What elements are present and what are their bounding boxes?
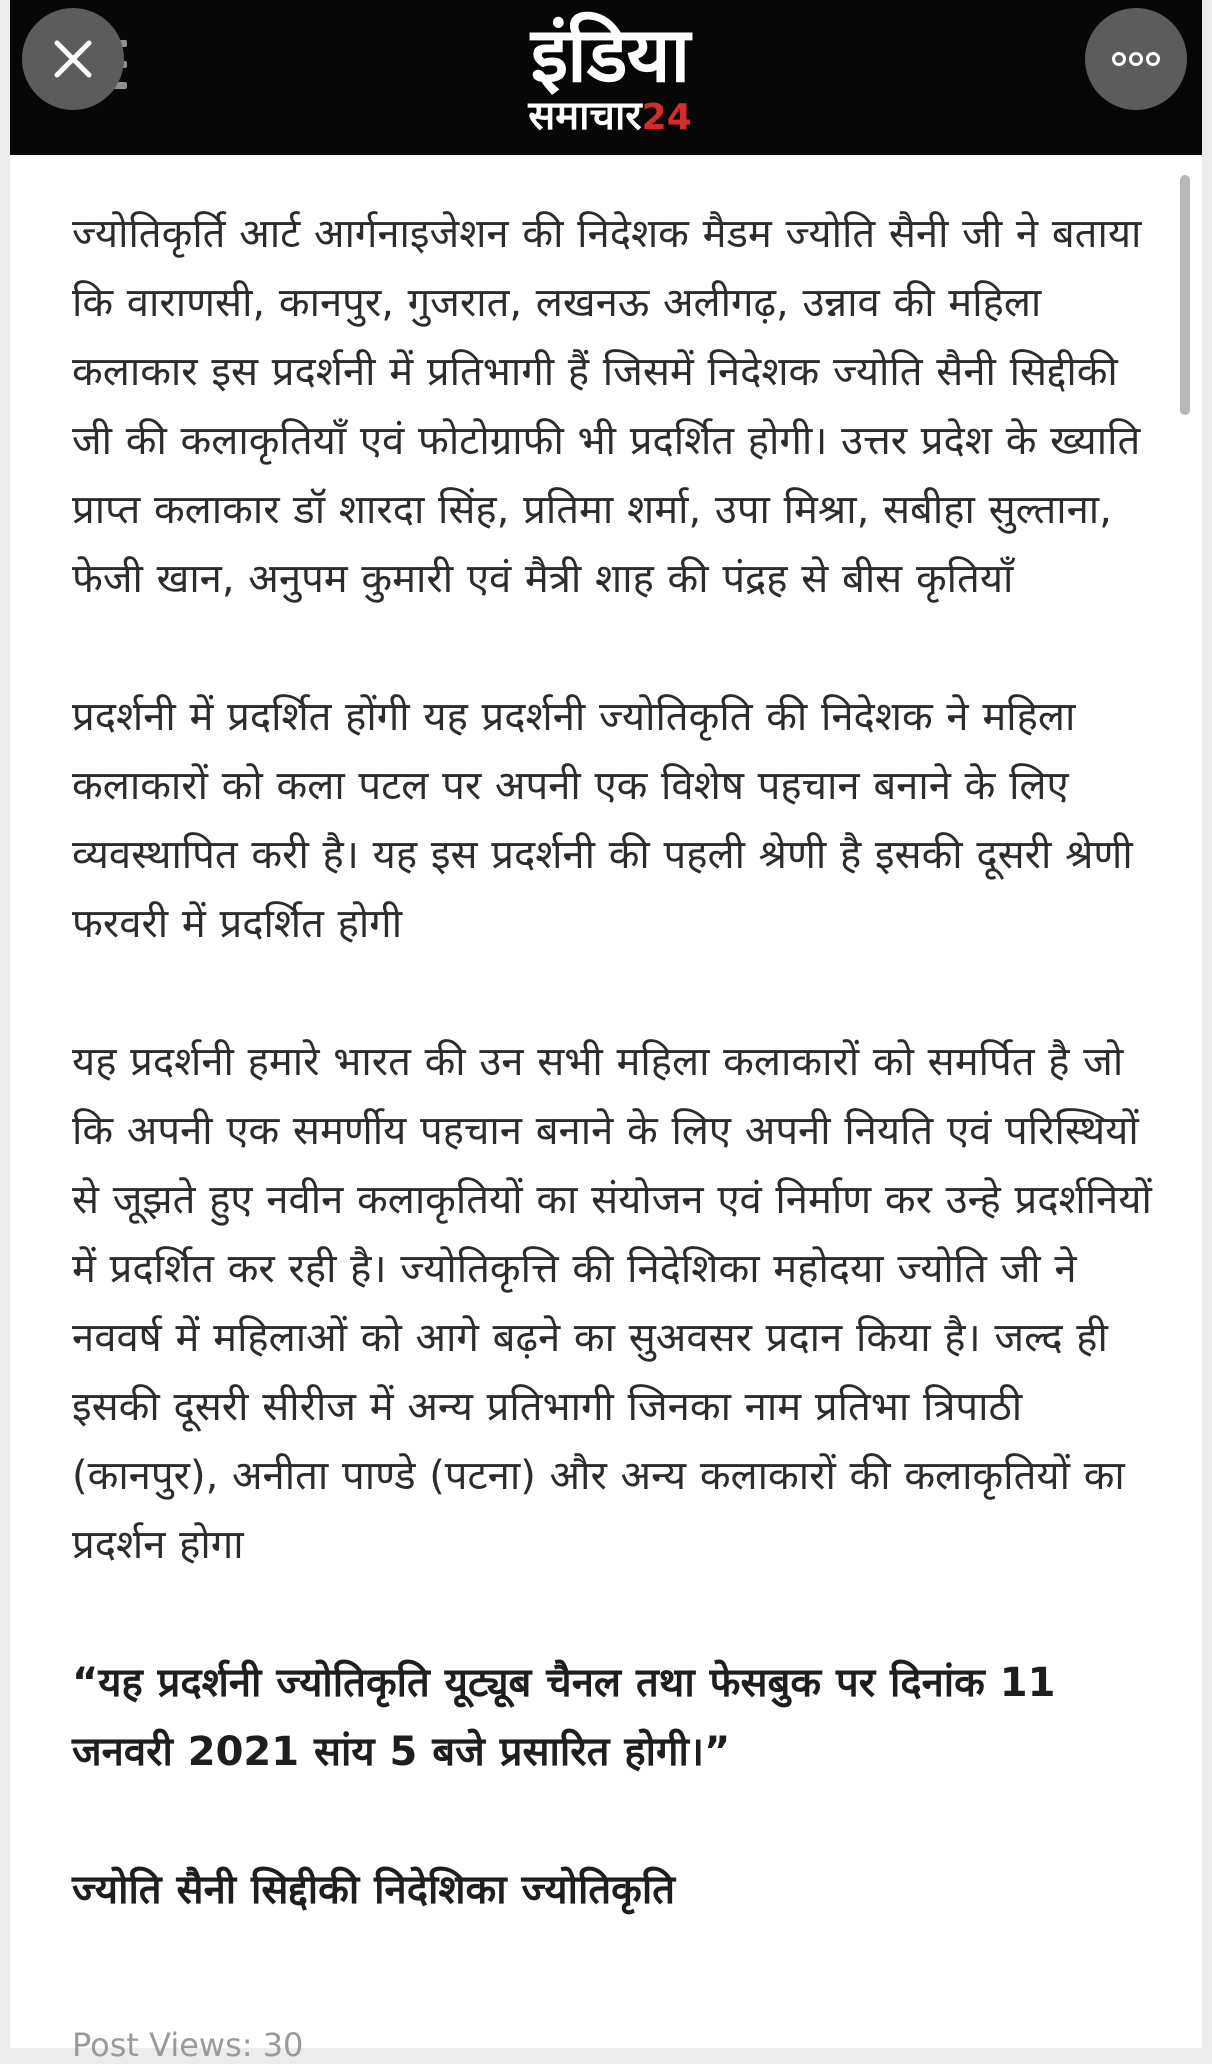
- article-paragraph-2: प्रदर्शनी में प्रदर्शित होंगी यह प्रदर्शनी ज्योतिकृति की निदेशक ने महिला कलाकारों को कला पटल पर अपनी एक विशेष पहचान बनाने के लिए व्यवस्थापित करी है। यह इस प्रदर्शनी की पहली श्रेणी है इसकी दूसरी श्रेणी फरवरी में प्रदर्शित होगी: [72, 694, 1133, 947]
- article-quote: “यह प्रदर्शनी ज्योतिकृति यूट्यूब चैनल तथा फेसबुक पर दिनांक 11 जनवरी 2021 सांय 5 बजे प्रसारित होगी।”: [72, 1660, 1056, 1775]
- logo-main-text: इंडिया: [530, 10, 690, 99]
- post-views: Post Views: 30: [72, 2026, 304, 2064]
- site-logo[interactable]: [430, 12, 790, 152]
- logo-sub-text: [430, 94, 790, 140]
- scrollbar[interactable]: [1180, 175, 1190, 415]
- article-paragraph-1: ज्योतिकृर्ति आर्ट आर्गनाइजेशन की निदेशक मैडम ज्योति सैनी जी ने बताया कि वाराणसी, कानपुर, गुजरात, लखनऊ अलीगढ़, उन्नाव की महिला कलाकार इस प्रदर्शनी में प्रतिभागी हैं जिसमें निदेशक ज्योति सैनी सिद्दीकी जी की कलाकृतियाँ एवं फोटोग्राफी भी प्रदर्शित होगी। उत्तर प्रदेश के ख्याति प्राप्त कलाकार डॉ शारदा सिंह, प्रतिमा शर्मा, उपा मिश्रा, सबीहा सुल्ताना, फेजी खान, अनुपम कुमारी एवं मैत्री शाह की पंद्रह से बीस कृतियाँ: [72, 211, 1142, 602]
- more-icon: [1111, 51, 1161, 67]
- article-signature: ज्योति सैनी सिद्दीकी निदेशिका ज्योतिकृति: [72, 1867, 676, 1913]
- more-options-button[interactable]: [1085, 8, 1187, 110]
- logo-sub-word: समाचार: [528, 93, 642, 139]
- article-paragraph-3: यह प्रदर्शनी हमारे भारत की उन सभी महिला कलाकारों को समर्पित है जो कि अपनी एक समर्णीय पहचान बनाने के लिए अपनी नियति एवं परिस्थियों से जूझते हुए नवीन कलाकृतियों का संयोजन एवं निर्माण कर उन्हे प्रदर्शनियों में प्रदर्शित कर रही है। ज्योतिकृत्ति की निदेशिका महोदया ज्योति जी ने नववर्ष में महिलाओं को आगे बढ़ने का सुअवसर प्रदान किया है। जल्द ही इसकी दूसरी सीरीज में अन्य प्रतिभागी जिनका नाम प्रतिभा त्रिपाठी (कानपुर), अनीता पाण्डे (पटना) और अन्य कलाकारों की कलाकृतियों का प्रदर्शन होगा: [72, 1039, 1152, 1568]
- article-body: [72, 200, 1152, 1994]
- logo-number: 24: [641, 97, 692, 138]
- close-button[interactable]: [22, 8, 124, 110]
- close-icon: [51, 37, 95, 81]
